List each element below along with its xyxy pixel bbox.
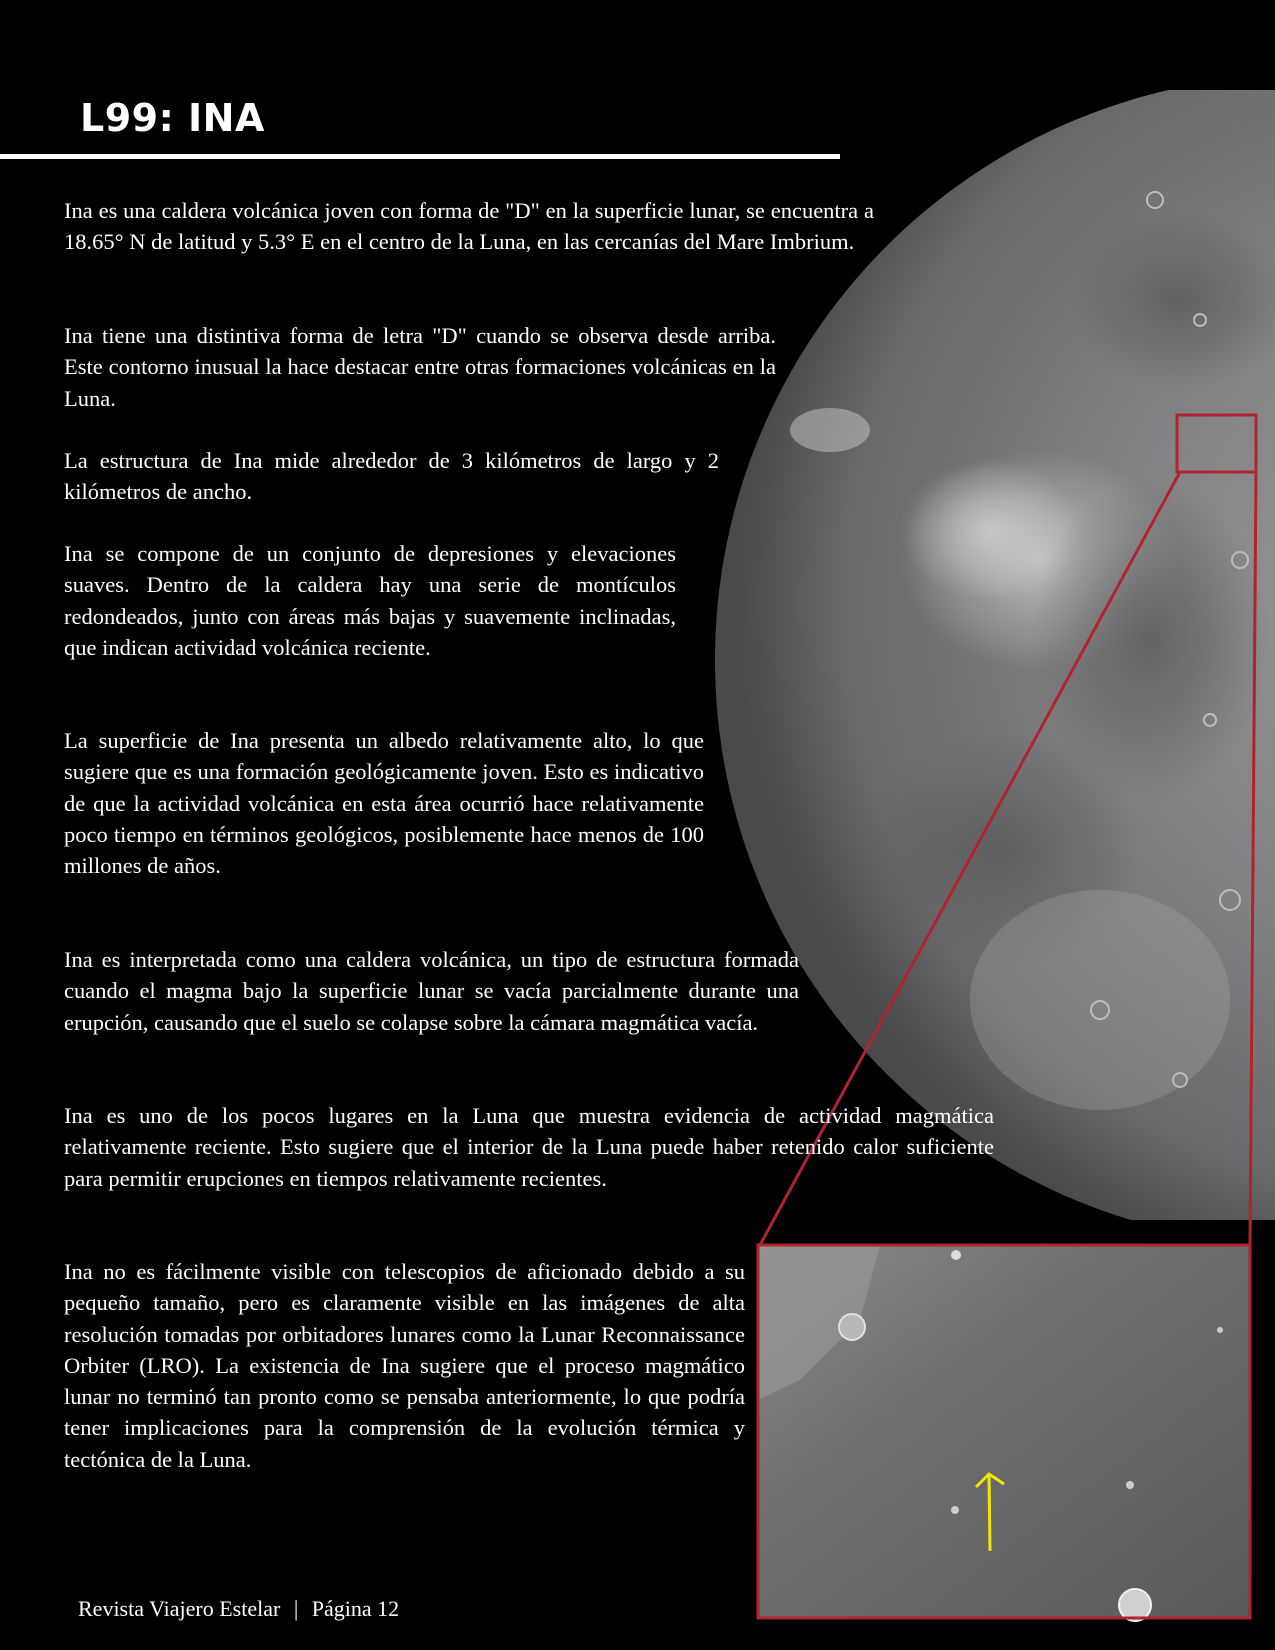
footer-separator: |	[293, 1596, 299, 1621]
paragraph-4: Ina se compone de un conjunto de depresiones y elevaciones suaves. Dentro de la caldera hay una serie de montículos redondeados, junto con áreas más bajas y suavemente inclinadas, que indican actividad volcánica reciente.	[64, 541, 676, 660]
page-number: Página 12	[311, 1596, 400, 1621]
paragraph-8: Ina no es fácilmente visible con telescopios de aficionado debido a su pequeño tamaño, pero es claramente visible en las imágenes de alta resolución tomadas por orbitadores lunares como la Lunar Reconnaissance Orbiter (LRO). La existencia de Ina sugiere que el proceso magmático lunar no terminó tan pronto como se pensaba anteriormente, lo que podría tener implicaciones para la comprensión de la evolución térmica y tectónica de la Luna.	[64, 1259, 745, 1472]
ina-zoom-photo	[758, 1245, 1250, 1621]
paragraph-1: Ina es una caldera volcánica joven con forma de "D" en la superficie lunar, se encuentra a 18.65° N de latitud y 5.3° E en el centro de la Luna, en las cercanías del Mare Imbrium.	[64, 198, 874, 255]
page-footer	[78, 1596, 399, 1622]
page-title: L99: INA	[80, 96, 265, 140]
paragraph-7: Ina es uno de los pocos lugares en la Luna que muestra evidencia de actividad magmática relativamente reciente. Esto sugiere que el interior de la Luna puede haber retenido calor suficiente para permitir erupciones en tiempos relativamente recientes.	[64, 1103, 994, 1191]
paragraph-2: Ina tiene una distintiva forma de letra "D" cuando se observa desde arriba. Este contorno inusual la hace destacar entre otras formaciones volcánicas en la Luna.	[64, 323, 776, 411]
title-divider	[0, 154, 840, 159]
paragraph-5: La superficie de Ina presenta un albedo relativamente alto, lo que sugiere que es una formación geológicamente joven. Esto es indicativo de que la actividad volcánica en esta área ocurrió hace relativamente poco tiempo en términos geológicos, posiblemente hace menos de 100 millones de años.	[64, 728, 704, 879]
paragraph-3: La estructura de Ina mide alrededor de 3 kilómetros de largo y 2 kilómetros de ancho.	[64, 448, 719, 505]
magazine-name: Revista Viajero Estelar	[78, 1596, 281, 1621]
paragraph-6: Ina es interpretada como una caldera volcánica, un tipo de estructura formada cuando el magma bajo la superficie lunar se vacía parcialmente durante una erupción, causando que el suelo se colapse sobre la cámara magmática vacía.	[64, 947, 799, 1035]
